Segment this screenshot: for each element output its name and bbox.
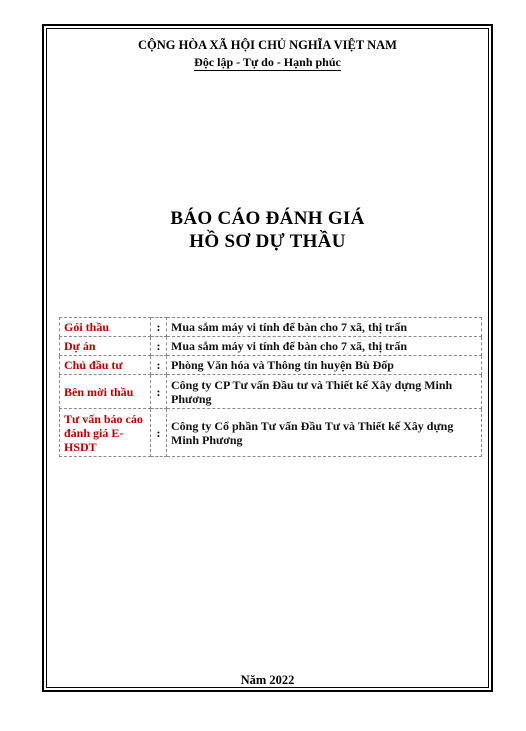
- row-label: Tư vấn báo cáo đánh giá E-HSDT: [60, 409, 151, 457]
- row-label: Dự án: [60, 337, 151, 356]
- row-colon: :: [151, 409, 167, 457]
- table-row: [60, 375, 482, 409]
- row-value: Phòng Văn hóa và Thông tin huyện Bù Đốp: [167, 356, 482, 375]
- country-name: CỘNG HÒA XÃ HỘI CHỦ NGHĨA VIỆT NAM: [138, 38, 397, 52]
- row-label: Bên mời thầu: [60, 375, 151, 409]
- row-value: Mua sắm máy vi tính để bàn cho 7 xã, thị trấn: [167, 318, 482, 337]
- table-row: [60, 318, 482, 337]
- project-info-table: [59, 317, 482, 457]
- table-row: [60, 409, 482, 457]
- cover-outer-border: [42, 24, 493, 692]
- row-colon: :: [151, 356, 167, 375]
- table-row: [60, 337, 482, 356]
- document-year: Năm 2022: [240, 673, 295, 687]
- row-colon: :: [151, 337, 167, 356]
- row-value: Công ty Cổ phần Tư vấn Đầu Tư và Thiết kế Xây dựng Minh Phương: [167, 409, 482, 457]
- national-motto: Độc lập - Tự do - Hạnh phúc: [194, 55, 341, 69]
- title-line-1: BÁO CÁO ĐÁNH GIÁ: [170, 208, 365, 229]
- title-line-2: HỒ SƠ DỰ THẦU: [189, 231, 346, 252]
- row-value: Mua sắm máy vi tính để bàn cho 7 xã, thị trấn: [167, 337, 482, 356]
- table-row: [60, 356, 482, 375]
- row-label: Chủ đầu tư: [60, 356, 151, 375]
- national-header: [47, 37, 488, 71]
- document-title: [47, 207, 488, 253]
- row-colon: :: [151, 375, 167, 409]
- cover-inner-border: [46, 28, 489, 688]
- row-colon: :: [151, 318, 167, 337]
- row-label: Gói thầu: [60, 318, 151, 337]
- row-value: Công ty CP Tư vấn Đầu tư và Thiết kế Xây dựng Minh Phương: [167, 375, 482, 409]
